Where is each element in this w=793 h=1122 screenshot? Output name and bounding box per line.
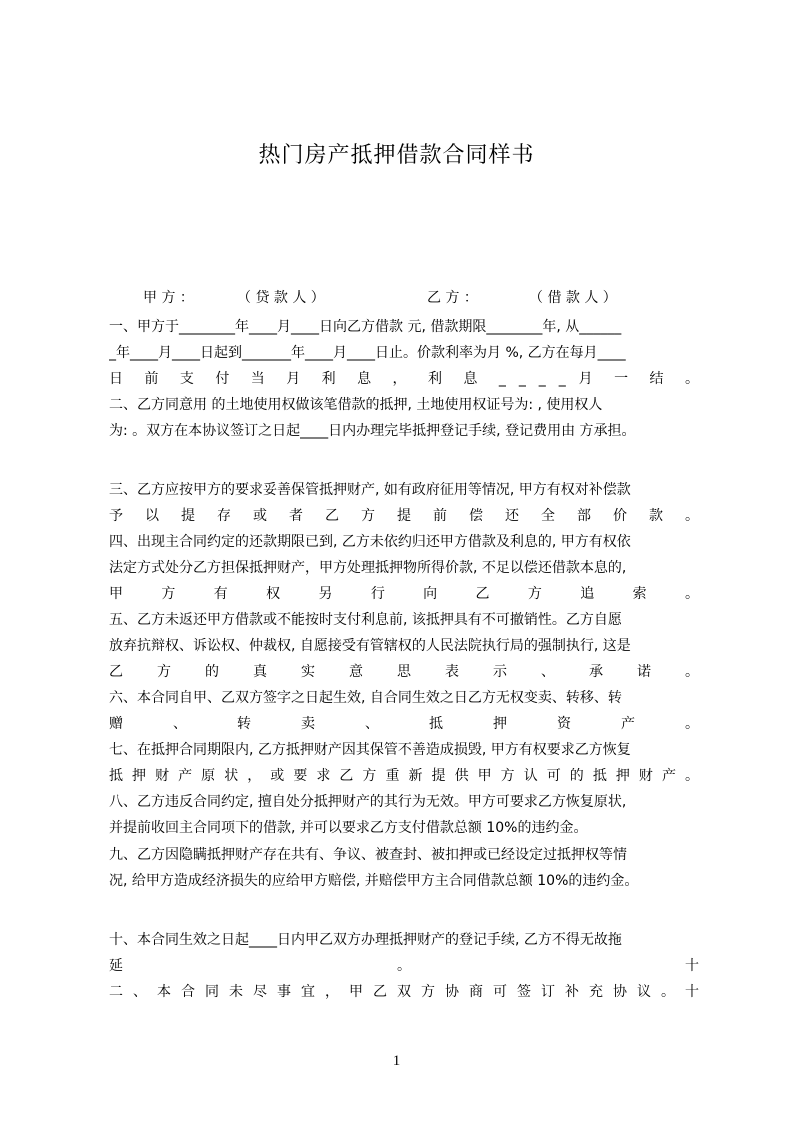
clause-12-line-1: 二 、 本 合 同 未 尽 事 宜 ， 甲 乙 双 方 协 商 可 签 订 补 充 协 议 。 十 — [109, 984, 699, 1000]
clause-4-line-1: 四、出现主合同约定的还款期限已到, 乙方未依约归还甲方借款及利息的, 甲方有权依 — [109, 534, 631, 550]
clause-7-line-1: 七、在抵押合同期限内, 乙方抵押财产因其保管不善造成损毁, 甲方有权要求乙方恢复 — [109, 742, 631, 758]
clause-1-line-2: _年____月____日起到_______年____月____日止。价款利率为月 %, 乙方在每月____ — [109, 345, 626, 361]
clause-3-line-1: 三、乙方应按甲方的要求妥善保管抵押财产, 如有政府征用等情况, 甲方有权对补偿款 — [109, 482, 631, 498]
page-number: 1 — [392, 1053, 401, 1069]
clause-6-line-1: 六、本合同自甲、乙双方签字之日起生效, 自合同生效之日乙方无权变卖、转移、转 — [109, 690, 622, 706]
party-a-label: 甲 方 ： — [143, 290, 194, 306]
party-b-label: 乙 方 ： — [427, 290, 478, 306]
party-a-role: （ 贷 款 人 ） — [237, 290, 325, 306]
clause-4-line-3: 甲 方 有 权 另 行 向 乙 方 追 索 。 — [109, 586, 699, 602]
clause-10-line-2: 延 。 十 — [109, 958, 699, 974]
clause-2-line-1: 二、乙方同意用 的土地使用权做该笔借款的抵押, 土地使用权证号为: , 使用权人 — [109, 397, 603, 413]
party-b-role: （ 借 款 人 ） — [529, 290, 617, 306]
clause-9-line-2: 况, 给甲方造成经济损失的应给甲方赔偿, 并赔偿甲方主合同借款总额 10%的违约金。 — [109, 873, 639, 889]
clause-5-line-3: 乙 方 的 真 实 意 思 表 示 、 承 诺 。 — [109, 664, 699, 680]
clause-5-line-2: 放弃抗辩权、诉讼权、仲裁权, 自愿接受有管辖权的人民法院执行局的强制执行, 这是 — [109, 638, 631, 654]
clause-8-line-1: 八、乙方违反合同约定, 擅自处分抵押财产的其行为无效。甲方可要求乙方恢复原状, — [109, 794, 627, 810]
clause-4-line-2: 法定方式处分乙方担保抵押财产，甲方处理抵押物所得价款, 不足以偿还借款本息的, — [109, 560, 627, 576]
clause-3-line-2: 予 以 提 存 或 者 乙 方 提 前 偿 还 全 部 价 款 。 — [109, 508, 699, 524]
clause-7-line-2: 抵 押 财 产 原 状 ， 或 要 求 乙 方 重 新 提 供 甲 方 认 可 的 抵 押 财 产 。 — [109, 768, 699, 784]
clause-2-line-2: 为: 。双方在本协议签订之日起____日内办理完毕抵押登记手续, 登记费用由 方承担。 — [109, 423, 636, 439]
clause-1-line-1: 一、甲方于________年____月____日向乙方借款 元, 借款期限________年, 从______ — [109, 319, 622, 335]
clause-5-line-1: 五、乙方未返还甲方借款或不能按时支付利息前, 该抵押具有不可撤销性。乙方自愿 — [109, 612, 622, 628]
clause-9-line-1: 九、乙方因隐瞒抵押财产存在共有、争议、被查封、被扣押或已经设定过抵押权等情 — [109, 847, 627, 863]
clause-1-line-3: 日 前 支 付 当 月 利 息 ， 利 息 _ _ _ _ 月 一 结 。 — [109, 371, 699, 387]
document-title: 热门房产抵押借款合同样书 — [258, 143, 535, 168]
clause-6-line-2: 赠 、 转 卖 、 抵 押 资 产 。 — [109, 716, 699, 732]
clause-8-line-2: 并提前收回主合同项下的借款, 并可以要求乙方支付借款总额 10%的违约金。 — [109, 820, 588, 836]
clause-10-line-1: 十、本合同生效之日起____日内甲乙双方办理抵押财产的登记手续, 乙方不得无故拖 — [109, 932, 622, 948]
